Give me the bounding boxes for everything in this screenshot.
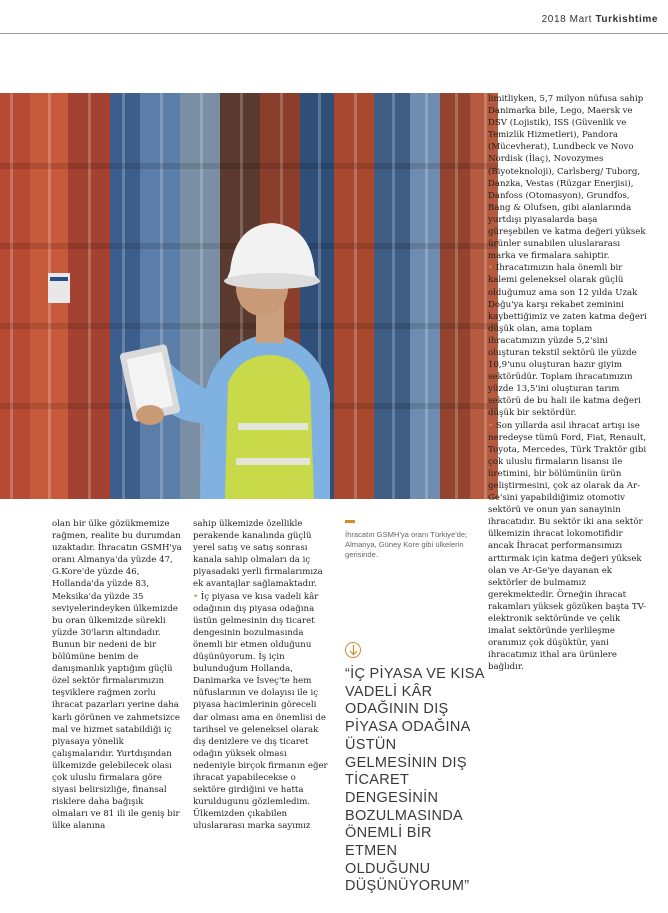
arrow-down-circle-icon: [345, 642, 361, 658]
worker-at-containers-photo: [0, 93, 498, 499]
page-header: [0, 0, 668, 34]
body-column-3-paragraph-2: [488, 262, 650, 419]
body-column-2: [193, 518, 328, 832]
orange-bullet-icon: •: [488, 420, 494, 431]
body-column-3-paragraph-3: [488, 420, 650, 674]
body-column-3-paragraph-1: limitliyken, 5,7 milyon nüfusa sahip Danimarka bile, Lego, Maersk ve DSV (Lojistik), ISS (Güvenlik ve Temizlik Hizmetleri), Pandora (Mücevherat), Lundbeck ve Novo Nordisk (İlaç), Novozymes (Biyoteknoloji), Carlsberg/ Tuborg, Danzka, Vestas (Rüzgar Enerjisi), Danfoss (Otomasyon), Grundfos, Bang & Olufsen, gibi alanlarında yurtdışı piyasalarda başa güreşebilen ve katma değeri yüksek ürünler sunabilen uluslararası marka ve firmalara sahiptir.: [488, 94, 646, 262]
body-column-3: [488, 93, 650, 674]
body-column-2-paragraph-1: sahip ülkemizde özellikle perakende kanalında güçlü yerel satış ve satış sonrası kanala sahip olmaları da iç piyasadaki yerli firmalarımıza ek avantajlar sağlamaktadır.: [193, 519, 323, 590]
body-column-1-text: olan bir ülke gözükmemize rağmen, realite bu durumdan uzaktadır. İhracatın GSMH'ya oranı Almanya'da yüzde 47, G.Kore'de yüzde 46, Hollanda'da yüzde 83, Meksika'da yüzde 35 seviyelerindeyken ülkemizde bu oran ülkemizde sürekli yüzde 30'ların altındadır. Bunun bir nedeni de bir bölümüne benim de danışmanlık yaptığım güçlü özel sektör firmalarımızın teşviklere rağmen zorlu ihracat pazarları yerine daha karlı görünen ve zahmetsizce mal ve hizmet satabildiği iç piyasaya yönelik çalışmalarıdır. Yurtdışından ülkemizde gelebilecek olası çok uluslu firmalara göre siyasi belirsizliğe, finansal risklere daha bağışık olmaları ve 81 ili ile geniş bir ülke alanına: [52, 519, 182, 832]
orange-bullet-icon: •: [193, 591, 199, 602]
photo-caption: İhracatın GSMH'ya oranı Türkiye'de; Almanya, Güney Kore gibi ülkelerin gerisinde.: [345, 530, 468, 559]
header-issue-line: [542, 14, 658, 25]
body-column-3-paragraph-3-text: Son yıllarda asıl ihracat artışı ise neredeyse tümü Ford, Fiat, Renault, Toyota, Mercedes, Türk Traktör gibi çok uluslu firmaların lisansı ile üretimini, bir bölümünün ürün geliştirmesini, çok az olarak da Ar-Ge'sini yapabildiğimiz otomotiv sektörü ve onun yan sanayinin ihracatıdır. Bu sektör iki ana sektör ülkemizin ihracat lokomotifidir ancak İhracat performansımızı arttırmak için katma değeri yüksek olan ve Ar-Ge'ye dayanan ek sektörler de bulmamız gerekmektedir. Örneğin ihracat rakamları yüksek gözüken başta TV-elektronik sektöründe ve çelik imalat sektöründe yerlileşme oranımız çok düşüktür, yani ihracatımız ithal ara ürünlere bağlıdır.: [488, 420, 647, 673]
body-column-2-paragraph-2-text: İç piyasa ve kısa vadeli kâr odağının dış piyasa odağına üstün gelmesinin dış ticaret dengesinin bozulmasında önemli bir etmen olduğunu düşünüyorum. İş için bulunduğum Hollanda, Danimarka ve İsveç'te hem nüfuslarının ve dolayısı ile iç piyasa hacimlerinin göreceli dar olması ama en önemlisi de tarihsel ve geleneksel olarak dış denizlere ve dış ticaret odağın yüksek olması nedeniyle birçok firmanın eğer ihracat yapabilecekse o sektöre girdiğini ve hatta kuruldugunu gözlemledim. Ülkemizden çıkabilen uluslararası marka sayımız: [193, 591, 328, 832]
body-column-3-paragraph-2-text: İhracatımızın hala önemli bir kalemi geleneksel olarak güçlü olduğumuz ama son 12 yılda Uzak Doğu'ya karşı rekabet zeminini kaybettiğimiz ve zaten katma değeri düşük olan, ama toplam ihracatımızın yüzde 5,2'sini oluşturan tekstil sektörü ile yüzde 10,9'unu oluşturan hazır giyim sektörüdür. Toplam ihracatımızın yüzde 13,5'ini oluşturan tarım sektörü de bu hali ile katma değeri düşük bir sektördür.: [488, 263, 647, 419]
caption-accent-bar: [345, 520, 355, 523]
body-column-2-paragraph-2: [193, 591, 328, 833]
header-issue-date: 2018 Mart: [541, 14, 593, 25]
orange-bullet-icon: •: [488, 263, 494, 274]
header-magazine-name: Turkishtime: [595, 14, 658, 25]
body-column-1: [52, 518, 182, 832]
pull-quote: “İÇ PİYASA VE KISA VADELİ KÂR ODAĞININ DIŞ PİYASA ODAĞINA ÜSTÜN GELMESİNIN DIŞ TİCARET DENGESİNİN BOZULMASINDA ÖNEMLİ BİR ETMEN OLDUĞUNU DÜŞÜNÜYORUM”: [345, 666, 484, 895]
